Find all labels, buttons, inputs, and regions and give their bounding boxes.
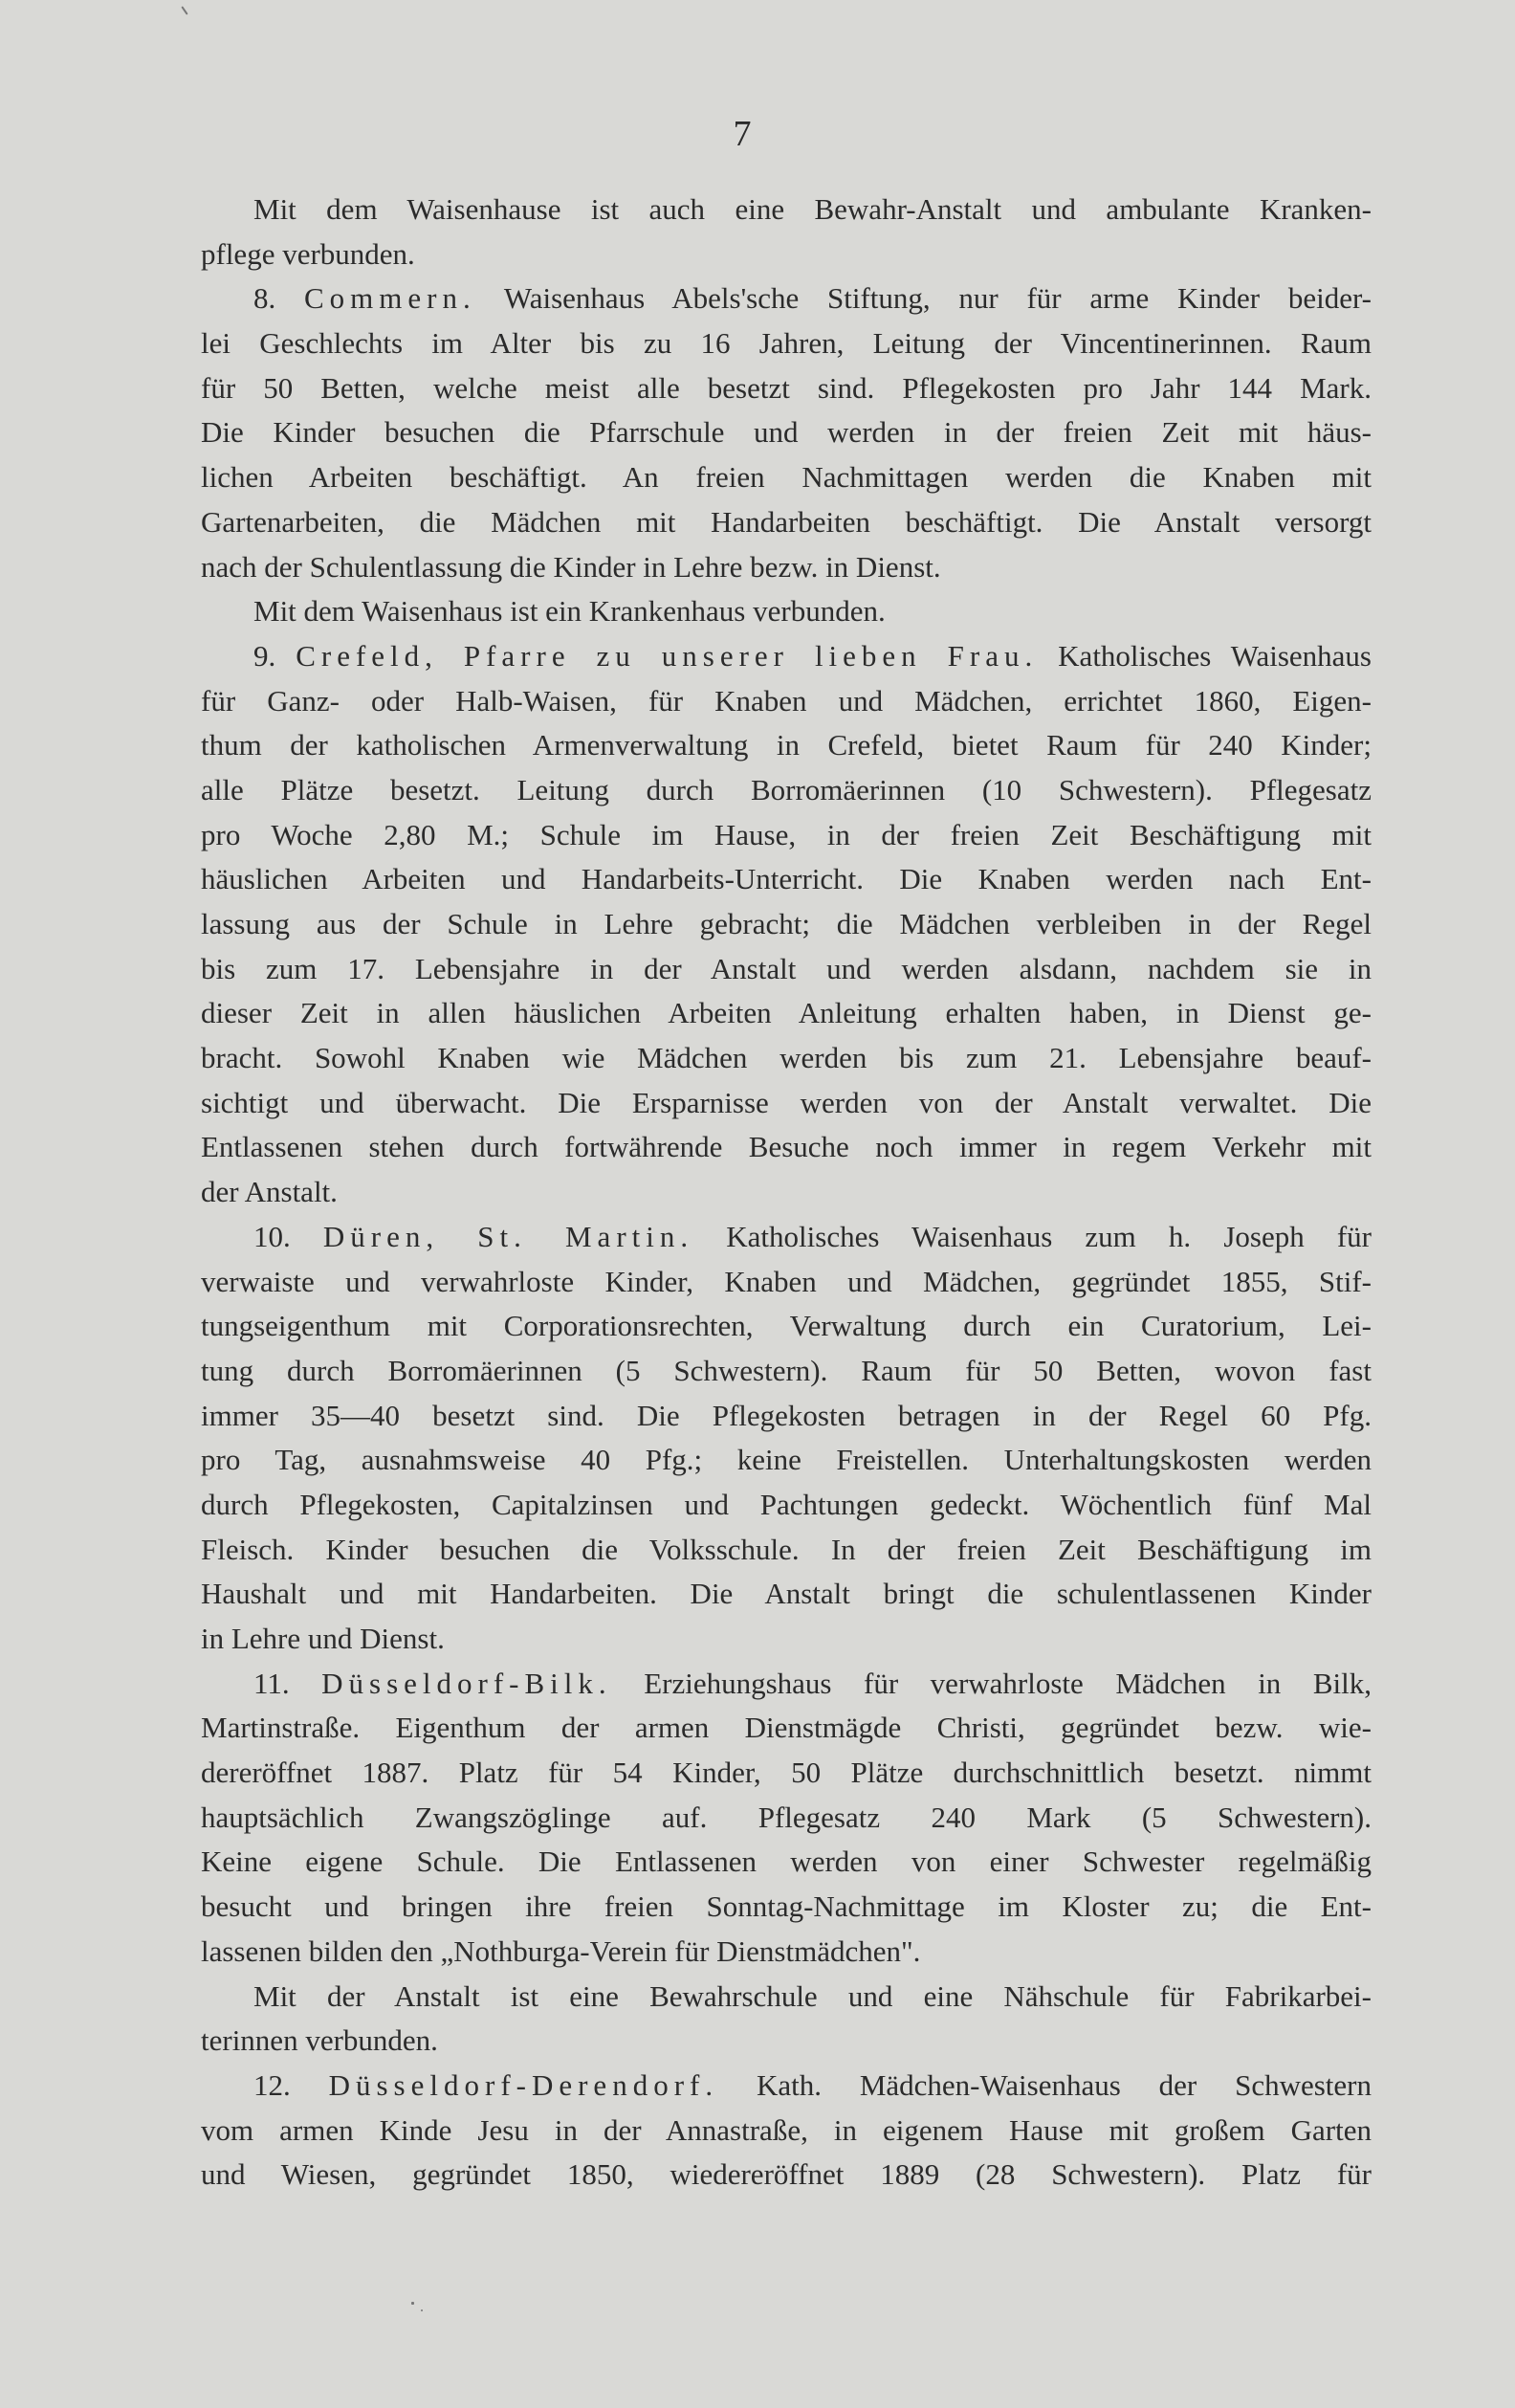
line-text: immer 35—40 besetzt sind. Die Pflegekosten betragen in der Regel 60 Pfg. xyxy=(201,1398,1372,1432)
line-text: bis zum 17. Lebensjahre in der Anstalt und werden alsdann, nachdem sie in xyxy=(201,951,1372,985)
text-line xyxy=(201,2109,1372,2154)
line-text: und Wiesen, gegründet 1850, wiedereröffnet 1889 (28 Schwestern). Platz für xyxy=(201,2157,1372,2192)
line-text: Katholisches Waisenhaus zum h. Joseph für xyxy=(693,1219,1372,1253)
text-line xyxy=(201,1036,1372,1081)
text-line xyxy=(201,813,1372,858)
line-text: verwaiste und verwahrloste Kinder, Knaben und Mädchen, gegründet 1855, Stif- xyxy=(201,1264,1372,1298)
text-line xyxy=(201,2064,1372,2109)
text-line xyxy=(201,1394,1372,1439)
text-line xyxy=(201,1617,1372,1662)
line-text: nach der Schulentlassung die Kinder in Lehre bezw. in Dienst. xyxy=(201,549,941,584)
text-line xyxy=(201,1528,1372,1573)
entry-number: 11. xyxy=(253,1666,322,1700)
entry-heading: Düsseldorf-Bilk. xyxy=(321,1666,612,1700)
text-line xyxy=(201,589,1372,634)
line-text: Keine eigene Schule. Die Entlassenen werden von einer Schwester regelmäßig xyxy=(201,1845,1372,1879)
line-text: Mit der Anstalt ist eine Bewahrschule und eine Nähschule für Fabrikarbei- xyxy=(253,1978,1372,2013)
entry-heading: Düren, St. Martin. xyxy=(322,1219,694,1253)
entry-number: 8. xyxy=(253,281,304,316)
text-line xyxy=(201,1215,1372,1260)
text-line xyxy=(201,1706,1372,1751)
text-line xyxy=(201,1349,1372,1394)
line-text: besucht und bringen ihre freien Sonntag-Nachmittage im Kloster zu; die Ent- xyxy=(201,1889,1372,1924)
text-line xyxy=(201,1483,1372,1528)
text-line xyxy=(201,1796,1372,1841)
line-text: tung durch Borromäerinnen (5 Schwestern). Raum für 50 Betten, wovon fast xyxy=(201,1353,1372,1387)
text-line xyxy=(201,1840,1372,1885)
text-line xyxy=(201,321,1372,366)
line-text: Fleisch. Kinder besuchen die Volksschule. In der freien Zeit Beschäftigung im xyxy=(201,1532,1372,1566)
text-line xyxy=(201,188,1372,232)
line-text: häuslichen Arbeiten und Handarbeits-Unterricht. Die Knaben werden nach Ent- xyxy=(201,862,1372,896)
line-text: dereröffnet 1887. Platz für 54 Kinder, 50 Plätze durchschnittlich besetzt. nimmt xyxy=(201,1756,1372,1790)
line-text: lichen Arbeiten beschäftigt. An freien Nachmittagen werden die Knaben mit xyxy=(201,460,1372,495)
text-line xyxy=(201,455,1372,500)
text-line xyxy=(201,768,1372,813)
line-text: Die Kinder besuchen die Pfarrschule und werden in der freien Zeit mit häus- xyxy=(201,415,1372,450)
line-text: Mit dem Waisenhause ist auch eine Bewahr-Anstalt und ambulante Kranken- xyxy=(253,192,1372,226)
line-text: Martinstraße. Eigenthum der armen Dienstmägde Christi, gegründet bezw. wie- xyxy=(201,1711,1372,1745)
text-line xyxy=(201,366,1372,411)
line-text: thum der katholischen Armenverwaltung in Crefeld, bietet Raum für 240 Kinder; xyxy=(201,728,1372,762)
body-text xyxy=(201,188,1372,2198)
text-line xyxy=(201,902,1372,947)
entry-heading: Crefeld, Pfarre zu unserer lieben Frau. xyxy=(296,638,1039,673)
line-text: lassenen bilden den „Nothburga-Verein für Dienstmädchen". xyxy=(201,1933,921,1968)
entry-number: 10. xyxy=(253,1219,323,1253)
text-line xyxy=(201,1438,1372,1483)
line-text: lassung aus der Schule in Lehre gebracht; die Mädchen verbleiben in der Regel xyxy=(201,907,1372,940)
text-line xyxy=(201,276,1372,321)
line-text: vom armen Kinde Jesu in der Annastraße, in eigenem Hause mit großem Garten xyxy=(201,2112,1372,2147)
text-line xyxy=(201,1885,1372,1930)
line-text: terinnen verbunden. xyxy=(201,2023,438,2058)
line-text: dieser Zeit in allen häuslichen Arbeiten Anleitung erhalten haben, in Dienst ge- xyxy=(201,996,1372,1030)
line-text: hauptsächlich Zwangszöglinge auf. Pflegesatz 240 Mark (5 Schwestern). xyxy=(201,1800,1372,1834)
text-line xyxy=(201,723,1372,768)
line-text: für Ganz- oder Halb-Waisen, für Knaben und Mädchen, errichtet 1860, Eigen- xyxy=(201,683,1372,718)
line-text: Entlassenen stehen durch fortwährende Besuche noch immer in regem Verkehr mit xyxy=(201,1130,1372,1164)
text-line xyxy=(201,1170,1372,1215)
text-line xyxy=(201,500,1372,545)
line-text: durch Pflegekosten, Capitalzinsen und Pachtungen gedeckt. Wöchentlich fünf Mal xyxy=(201,1487,1372,1521)
line-text: Erziehungshaus für verwahrloste Mädchen in Bilk, xyxy=(611,1666,1372,1700)
line-text: Kath. Mädchen-Waisenhaus der Schwestern xyxy=(718,2067,1372,2102)
entry-heading: Düsseldorf-Derendorf. xyxy=(328,2067,719,2102)
entry-number: 9. xyxy=(253,638,296,673)
line-text: Gartenarbeiten, die Mädchen mit Handarbeiten beschäftigt. Die Anstalt versorgt xyxy=(201,504,1372,539)
line-text: alle Plätze besetzt. Leitung durch Borromäerinnen (10 Schwestern). Pflegesatz xyxy=(201,772,1372,806)
entry-number: 12. xyxy=(253,2067,329,2102)
text-line xyxy=(201,1260,1372,1305)
scan-speck xyxy=(421,2309,423,2311)
line-text: lei Geschlechts im Alter bis zu 16 Jahren, Leitung der Vincentinerinnen. Raum xyxy=(201,326,1372,361)
text-line xyxy=(201,232,1372,277)
line-text: Waisenhaus Abels'sche Stiftung, nur für arme Kinder beider- xyxy=(475,281,1372,316)
line-text: in Lehre und Dienst. xyxy=(201,1622,445,1655)
text-line xyxy=(201,1975,1372,2020)
line-text: pro Woche 2,80 M.; Schule im Hause, in der freien Zeit Beschäftigung mit xyxy=(201,817,1372,851)
line-text: Haushalt und mit Handarbeiten. Die Anstalt bringt die schulentlassenen Kinder xyxy=(201,1577,1372,1611)
text-line xyxy=(201,1125,1372,1170)
text-line xyxy=(201,857,1372,902)
text-line xyxy=(201,1572,1372,1617)
line-text: sichtigt und überwacht. Die Ersparnisse werden von der Anstalt verwaltet. Die xyxy=(201,1085,1372,1119)
page-number: 7 xyxy=(733,114,752,154)
text-line xyxy=(201,1662,1372,1707)
line-text: pflege verbunden. xyxy=(201,236,415,271)
text-line xyxy=(201,2153,1372,2198)
text-line xyxy=(201,634,1372,679)
text-line xyxy=(201,1751,1372,1796)
entry-heading: Commern. xyxy=(304,281,476,316)
line-text: pro Tag, ausnahmsweise 40 Pfg.; keine Freistellen. Unterhaltungskosten werden xyxy=(201,1443,1372,1477)
line-text: für 50 Betten, welche meist alle besetzt sind. Pflegekosten pro Jahr 144 Mark. xyxy=(201,370,1372,405)
line-text: der Anstalt. xyxy=(201,1175,338,1209)
text-line xyxy=(201,1304,1372,1349)
text-line xyxy=(201,545,1372,590)
scan-speck xyxy=(411,2302,414,2305)
line-text: tungseigenthum mit Corporationsrechten, Verwaltung durch ein Curatorium, Lei- xyxy=(201,1309,1372,1343)
text-line xyxy=(201,410,1372,455)
line-text: bracht. Sowohl Knaben wie Mädchen werden bis zum 21. Lebensjahre beauf- xyxy=(201,1041,1372,1075)
text-line xyxy=(201,2019,1372,2064)
text-line xyxy=(201,1081,1372,1126)
text-line xyxy=(201,1930,1372,1975)
scan-speck xyxy=(181,6,187,14)
text-line xyxy=(201,947,1372,992)
line-text: Mit dem Waisenhaus ist ein Krankenhaus verbunden. xyxy=(253,594,886,629)
text-line xyxy=(201,991,1372,1036)
text-line xyxy=(201,679,1372,724)
line-text: Katholisches Waisenhaus xyxy=(1038,638,1372,673)
